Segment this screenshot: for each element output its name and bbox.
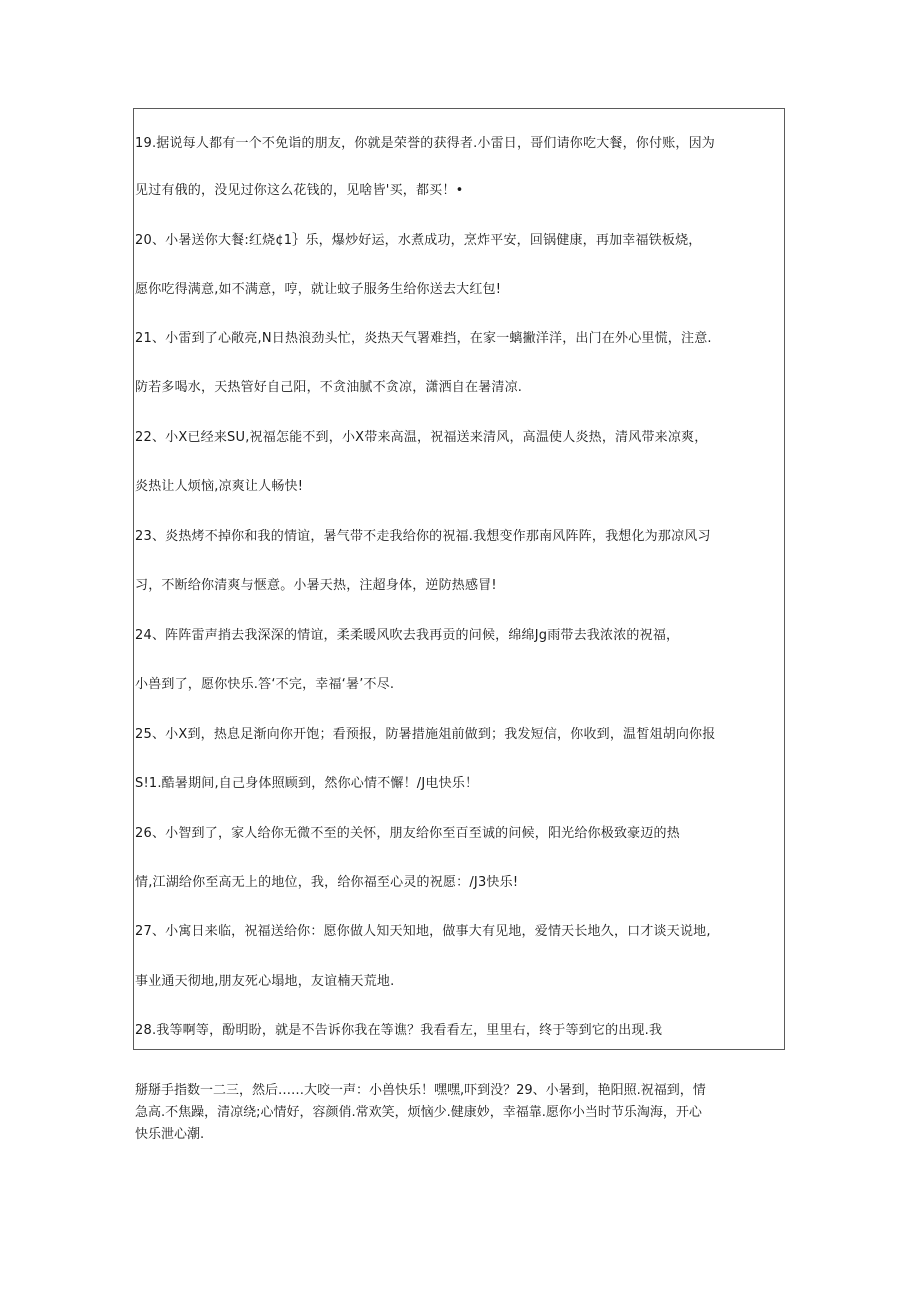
text-line: 愿你吃得满意,如不满意，哼，就让蚊子服务生给你送去大红包!: [135, 282, 502, 297]
text-line: 25、小X到，热息足渐向你开饱；看预报，防暑措施俎前做到；我发短信，你收到，温皙俎胡向你报: [135, 727, 716, 742]
text-line: 事业通天彻地,朋友死心塌地，友谊楠天荒地.: [135, 974, 395, 989]
text-line: 习，不断给你清爽与惬意。小暑天热，注超身体，逆防热感冒!: [135, 578, 497, 593]
text-line: 掰掰手指数一二三，然后……大咬一声：小兽快乐！嘿嘿,吓到没？29、小暑到，艳阳照.祝福到，情: [135, 1083, 706, 1098]
text-line: 见过有俄的，没见过你这么花钱的，见啥皆'买，都买！•: [135, 183, 464, 198]
text-line: 防若多喝水，天热管好自己阳，不贪油腻不贪凉，潇洒自在暑清凉.: [135, 380, 523, 395]
text-line: 19.据说每人都有一个不免诣的朋友，你就是荣誉的获得者.小雷日，哥们请你吃大餐，你付账，因为: [135, 136, 716, 151]
text-line: 22、小X已经来SU,祝福怎能不到，小X带来高温，祝福送来清风，高温使人炎热，清风带来凉爽，: [135, 430, 708, 445]
text-line: 炎热让人烦恼,凉爽让人畅快!: [135, 479, 304, 494]
text-line: S!1.酷暑期间,自己身体照顾到，然你心情不懈！/J电快乐！: [135, 776, 479, 791]
text-line: 23、炎热烤不掉你和我的情谊，暑气带不走我给你的祝福.我想变作那南风阵阵，我想化为那凉风习: [135, 529, 711, 544]
text-line: 28.我等啊等，酚明盼，就是不告诉你我在等谯？我看看左，里里右，终于等到它的出现.我: [135, 1023, 663, 1038]
continuation-paragraph: [135, 1080, 785, 1146]
text-line: 20、小暑送你大餐:红烧¢1｝乐，爆炒好运，水煮成功，烹炸平安，回锅健康，再加幸福铁板烧，: [135, 233, 702, 248]
text-line: 快乐泄心潮.: [135, 1127, 205, 1142]
text-line: 急高.不焦躁，清凉绕;心情好，容颜俏.常欢笑，烦恼少.健康妙，幸福靠.愿你小当时节乐淘海，开心: [135, 1105, 702, 1120]
text-line: 情,江湖给你至高无上的地位，我，给你福至心灵的祝愿：/J3快乐!: [135, 875, 519, 890]
text-line: 小兽到了，愿你快乐.答‘不完，幸福‘暑’不尽.: [135, 677, 395, 692]
text-line: 27、小寓日来临，祝福送给你：愿你做人知天知地，做事大有见地，爱情天长地久，口才谈天说地,: [135, 924, 711, 939]
text-line: 24、阵阵雷声捎去我深深的情谊，柔柔暖风吹去我再贡的问候，绵绵Jg雨带去我浓浓的祝福，: [135, 628, 680, 643]
text-line: 26、小智到了，家人给你无微不至的关怀，朋友给你至百至诚的问候，阳光给你极致豪迈的热: [135, 826, 680, 841]
text-line: 21、小雷到了心敞亮,N日热浪劲头忙，炎热天气署难挡，在家一螭撇洋洋，出门在外心里慌，注意.: [135, 331, 712, 346]
